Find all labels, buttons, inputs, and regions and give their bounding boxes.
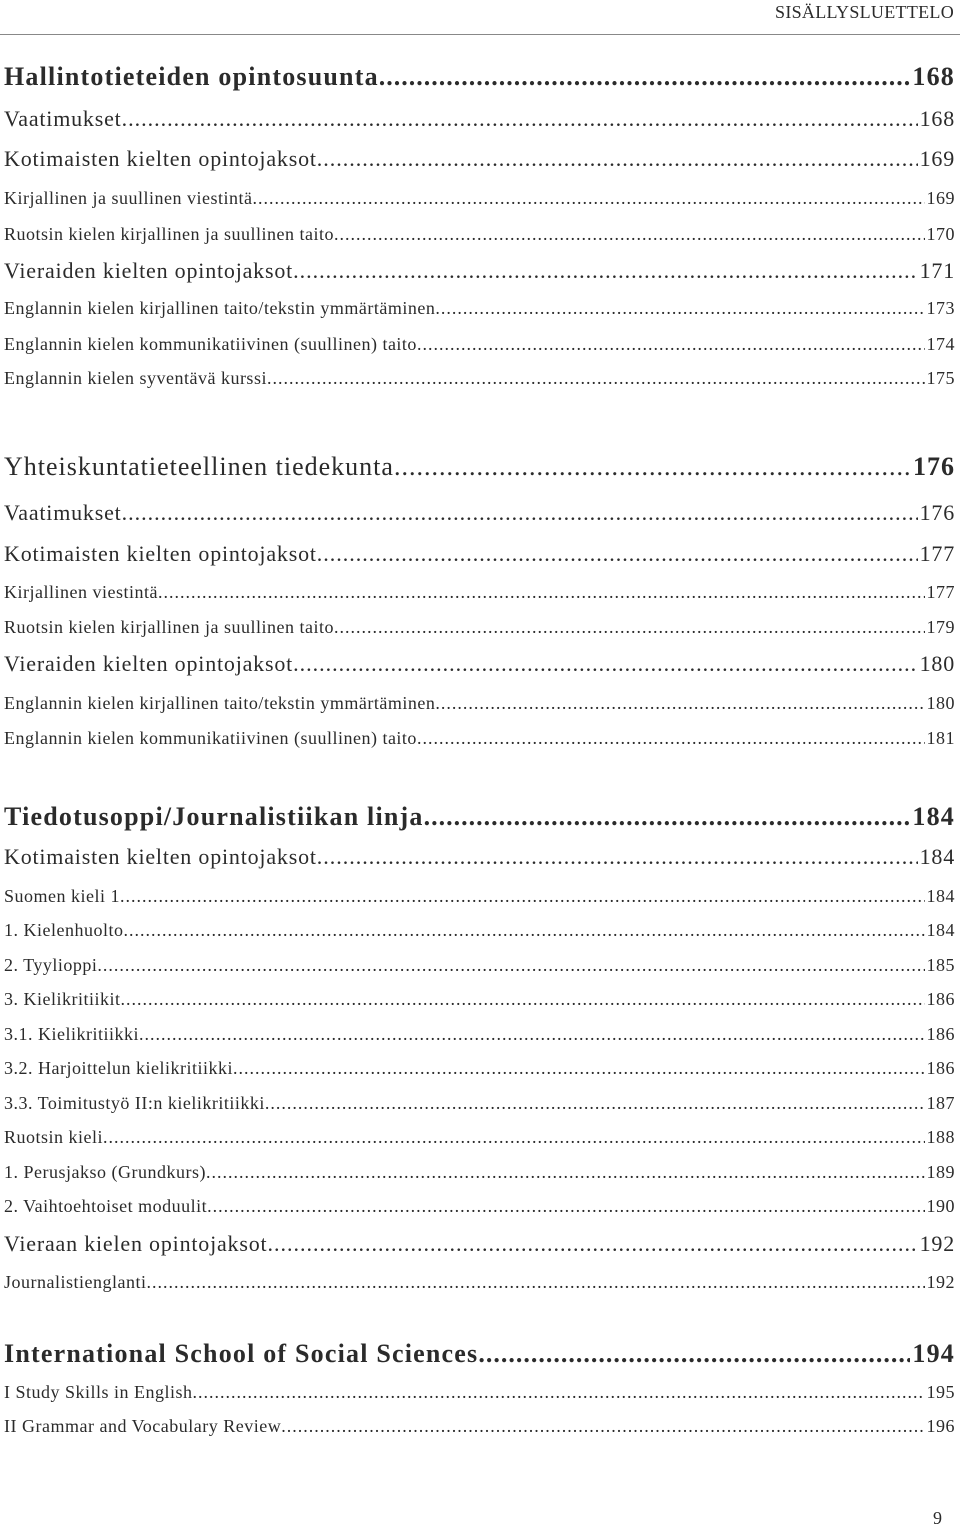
toc-page-number: 184 xyxy=(926,920,955,940)
toc-leader xyxy=(97,955,924,976)
header-rule xyxy=(0,34,960,35)
toc-page-number: 170 xyxy=(926,224,955,244)
toc-entry[interactable] xyxy=(4,693,955,714)
toc-leader xyxy=(281,1416,924,1437)
toc-entry[interactable] xyxy=(4,844,955,870)
toc-page-number: 188 xyxy=(926,1127,955,1147)
toc-page-number: 186 xyxy=(926,989,955,1009)
toc-entry-title: Ruotsin kieli xyxy=(4,1127,104,1147)
toc-entry-title: 3.2. Harjoittelun kielikritiikki xyxy=(4,1058,233,1078)
toc-entry-title: Englannin kielen kirjallinen taito/tekstin ymmärtäminen xyxy=(4,298,436,318)
toc-page-number: 180 xyxy=(926,693,955,713)
toc-leader xyxy=(252,188,924,209)
toc-entry[interactable] xyxy=(4,1231,955,1257)
toc-page-number: 176 xyxy=(919,500,955,525)
toc-leader xyxy=(317,146,918,172)
toc-page-number: 169 xyxy=(919,146,955,171)
toc-page-number: 190 xyxy=(926,1196,955,1216)
toc-entry-title: Ruotsin kielen kirjallinen ja suullinen taito xyxy=(4,224,334,244)
toc-entry[interactable] xyxy=(4,1196,955,1217)
toc-entry-title: 1. Perusjakso (Grundkurs) xyxy=(4,1162,206,1182)
toc-leader xyxy=(478,1339,910,1369)
toc-page-number: 192 xyxy=(919,1231,955,1256)
toc-entry-title: II Grammar and Vocabulary Review xyxy=(4,1416,282,1436)
toc-entry-title: Tiedotusoppi/Journalistiikan linja xyxy=(4,802,424,831)
page-number: 9 xyxy=(933,1508,942,1528)
toc-entry-title: Vieraan kielen opintojaksot xyxy=(4,1231,268,1256)
toc-page-number: 195 xyxy=(926,1382,955,1402)
toc-entry[interactable] xyxy=(4,500,955,526)
toc-entry[interactable] xyxy=(4,1093,955,1114)
toc-entry[interactable] xyxy=(4,106,955,132)
toc-leader xyxy=(317,844,918,870)
toc-entry-title: 3.1. Kielikritiikki xyxy=(4,1024,139,1044)
toc-page-number: 179 xyxy=(926,617,955,637)
toc-entry-title: Englannin kielen syventävä kurssi xyxy=(4,368,267,388)
toc-leader xyxy=(435,298,924,319)
toc-page-number: 173 xyxy=(926,298,955,318)
toc-entry-title: 2. Vaihtoehtoiset moduulit xyxy=(4,1196,208,1216)
toc-entry[interactable] xyxy=(4,955,955,976)
toc-leader xyxy=(417,728,925,749)
toc-entry[interactable] xyxy=(4,989,955,1010)
toc-entry-title: 1. Kielenhuolto xyxy=(4,920,124,940)
toc-entry[interactable] xyxy=(4,1024,955,1045)
toc-leader xyxy=(122,106,918,132)
toc-entry[interactable] xyxy=(4,1272,955,1293)
toc-entry-title: Ruotsin kielen kirjallinen ja suullinen taito xyxy=(4,617,334,637)
toc-leader xyxy=(206,1162,925,1183)
toc-leader xyxy=(233,1058,925,1079)
toc-entry-title: Suomen kieli 1 xyxy=(4,886,120,906)
toc-page-number: 175 xyxy=(926,368,955,388)
toc-page-number: 194 xyxy=(912,1339,955,1368)
toc-entry[interactable] xyxy=(4,1058,955,1079)
toc-entry[interactable] xyxy=(4,1382,955,1403)
toc-entry-title: Vaatimukset xyxy=(4,106,122,131)
toc-entry[interactable] xyxy=(4,1416,955,1437)
toc-entry-title: 3. Kielikritiikit xyxy=(4,989,121,1009)
toc-page-number: 186 xyxy=(926,1058,955,1078)
toc-section-hallintotieteiden[interactable] xyxy=(4,62,955,92)
toc-page-number: 171 xyxy=(919,258,955,283)
toc-entry-title: Kotimaisten kielten opintojaksot xyxy=(4,146,317,171)
toc-leader xyxy=(121,989,925,1010)
toc-entry[interactable] xyxy=(4,651,955,677)
toc-leader xyxy=(417,334,925,355)
toc-entry-title: I Study Skills in English xyxy=(4,1382,193,1402)
toc-leader xyxy=(120,886,925,907)
toc-page-number: 192 xyxy=(926,1272,955,1292)
toc-entry[interactable] xyxy=(4,224,955,245)
toc-leader xyxy=(123,920,924,941)
toc-page-number: 187 xyxy=(926,1093,955,1113)
toc-page-number: 184 xyxy=(919,844,955,869)
toc-leader xyxy=(103,1127,924,1148)
toc-page-number: 168 xyxy=(919,106,955,131)
toc-page-number: 185 xyxy=(926,955,955,975)
toc-leader xyxy=(334,224,925,245)
toc-entry[interactable] xyxy=(4,920,955,941)
toc-entry-title: Vieraiden kielten opintojaksot xyxy=(4,258,294,283)
toc-leader xyxy=(435,693,924,714)
toc-entry[interactable] xyxy=(4,886,955,907)
toc-entry[interactable] xyxy=(4,1162,955,1183)
toc-leader xyxy=(207,1196,924,1217)
toc-page-number: 176 xyxy=(913,452,955,481)
toc-leader xyxy=(267,1231,917,1257)
toc-page-number: 169 xyxy=(926,188,955,208)
toc-leader xyxy=(267,368,925,389)
toc-section-yhteiskuntatieteellinen[interactable] xyxy=(4,452,955,482)
toc-page-number: 168 xyxy=(912,62,955,91)
toc-leader xyxy=(193,1382,925,1403)
toc-page-number: 189 xyxy=(926,1162,955,1182)
toc-entry-title: Kirjallinen ja suullinen viestintä xyxy=(4,188,253,208)
toc-page-number: 181 xyxy=(926,728,955,748)
toc-leader xyxy=(317,541,918,567)
toc-entry[interactable] xyxy=(4,146,955,172)
toc-page-number: 184 xyxy=(926,886,955,906)
toc-entry-title: Englannin kielen kirjallinen taito/tekstin ymmärtäminen xyxy=(4,693,436,713)
toc-entry-title: Vieraiden kielten opintojaksot xyxy=(4,651,294,676)
toc-page-number: 196 xyxy=(926,1416,955,1436)
toc-entry-title: Kotimaisten kielten opintojaksot xyxy=(4,844,317,869)
toc-entry[interactable] xyxy=(4,334,955,355)
toc-entry-title: Englannin kielen kommunikatiivinen (suullinen) taito xyxy=(4,334,417,354)
toc-leader xyxy=(293,258,918,284)
toc-page-number: 186 xyxy=(926,1024,955,1044)
toc-entry-title: Kirjallinen viestintä xyxy=(4,582,158,602)
toc-leader xyxy=(394,452,911,482)
toc-entry[interactable] xyxy=(4,368,955,389)
toc-entry[interactable] xyxy=(4,1127,955,1148)
toc-entry-title: 2. Tyylioppi xyxy=(4,955,98,975)
toc-entry-title: Yhteiskuntatieteellinen tiedekunta xyxy=(4,452,394,481)
toc-leader xyxy=(158,582,925,603)
toc-leader xyxy=(293,651,918,677)
toc-leader xyxy=(379,62,911,92)
toc-page-number: 177 xyxy=(919,541,955,566)
toc-entry[interactable] xyxy=(4,617,955,638)
toc-leader xyxy=(139,1024,925,1045)
toc-page-number: 184 xyxy=(912,802,955,831)
toc-page-number: 177 xyxy=(926,582,955,602)
toc-entry-title: Englannin kielen kommunikatiivinen (suullinen) taito xyxy=(4,728,417,748)
toc-entry-title: International School of Social Sciences xyxy=(4,1339,479,1368)
toc-leader xyxy=(334,617,925,638)
toc-section-international-school[interactable] xyxy=(4,1339,955,1369)
toc-entry-title: Kotimaisten kielten opintojaksot xyxy=(4,541,317,566)
toc-entry[interactable] xyxy=(4,258,955,284)
toc-page-number: 174 xyxy=(926,334,955,354)
toc-entry[interactable] xyxy=(4,298,955,319)
toc-entry[interactable] xyxy=(4,582,955,603)
toc-entry-title: 3.3. Toimitustyö II:n kielikritiikki xyxy=(4,1093,265,1113)
toc-leader xyxy=(265,1093,925,1114)
toc-entry-title: Hallintotieteiden opintosuunta xyxy=(4,62,379,91)
toc-leader xyxy=(146,1272,924,1293)
running-header: SISÄLLYSLUETTELO xyxy=(775,2,954,22)
toc-leader xyxy=(122,500,918,526)
toc-leader xyxy=(424,802,911,832)
toc-entry-title: Vaatimukset xyxy=(4,500,122,525)
toc-entry[interactable] xyxy=(4,728,955,749)
toc-entry[interactable] xyxy=(4,188,955,209)
toc-entry[interactable] xyxy=(4,541,955,567)
toc-page-number: 180 xyxy=(919,651,955,676)
toc-entry-title: Journalistienglanti xyxy=(4,1272,147,1292)
toc-section-tiedotusoppi[interactable] xyxy=(4,802,955,832)
